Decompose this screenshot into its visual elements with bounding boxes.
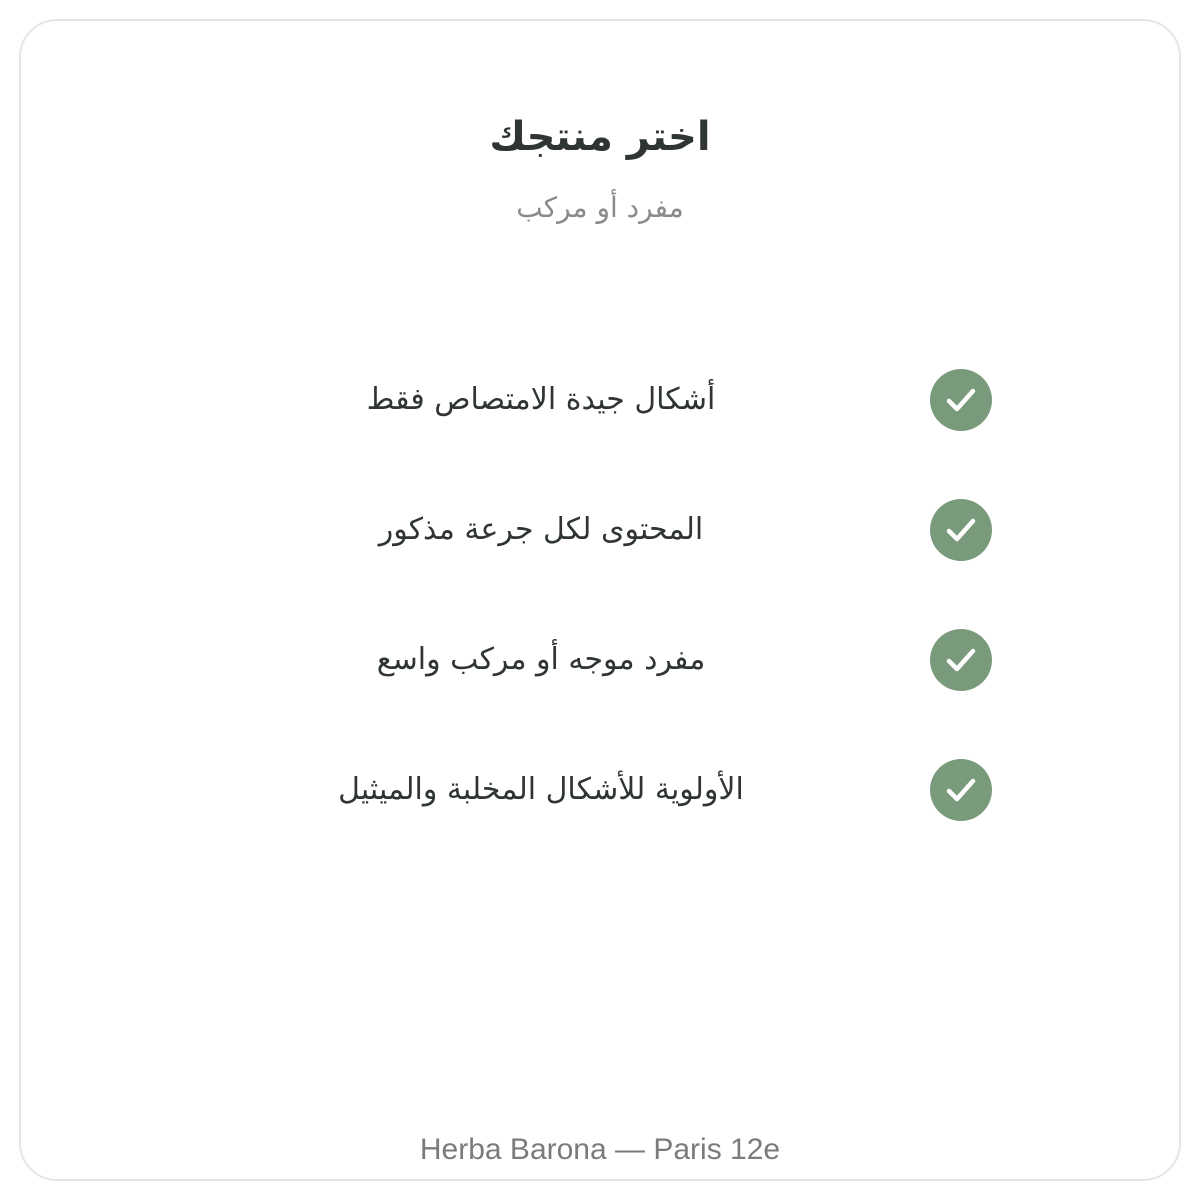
checkmark-icon xyxy=(930,369,992,431)
feature-label: أشكال جيدة الامتصاص فقط xyxy=(366,382,716,417)
checkmark-icon xyxy=(930,629,992,691)
feature-item xyxy=(21,628,1183,692)
feature-item xyxy=(21,498,1183,562)
page-subtitle: مفرد أو مركب xyxy=(516,191,684,224)
feature-item xyxy=(21,758,1183,822)
checkmark-icon xyxy=(930,759,992,821)
checkmark-icon xyxy=(930,499,992,561)
page-title: اختر منتجك xyxy=(489,114,711,160)
footer-text: Herba Barona — Paris 12e xyxy=(419,1133,781,1166)
feature-label: المحتوى لكل جرعة مذكور xyxy=(378,512,704,547)
feature-label: مفرد موجه أو مركب واسع xyxy=(376,642,706,677)
product-card xyxy=(19,19,1181,1181)
feature-label: الأولوية للأشكال المخلبة والميثيل xyxy=(338,772,744,807)
feature-item xyxy=(21,368,1183,432)
feature-list xyxy=(21,21,1183,1183)
